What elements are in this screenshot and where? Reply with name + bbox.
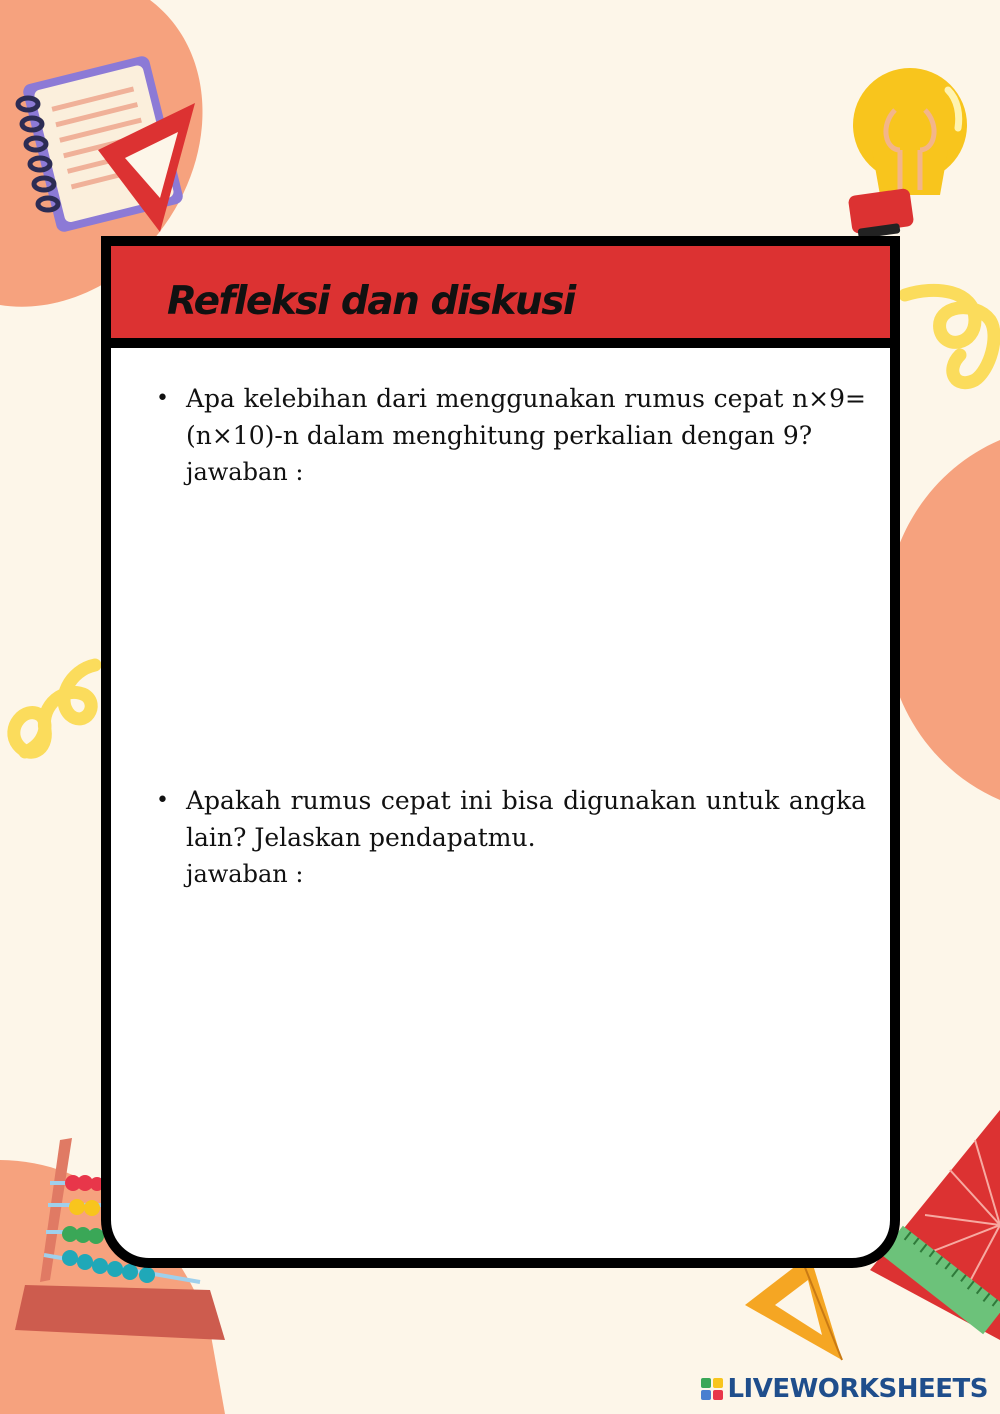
question-item (156, 782, 866, 1092)
question-text: Apa kelebihan dari menggunakan rumus cepat n×9=(n×10)-n dalam menghitung perkalian dengan 9? (186, 384, 866, 450)
brand-watermark[interactable] (701, 1374, 988, 1404)
bullet-icon: • (156, 386, 169, 411)
light-bulb-icon (848, 68, 967, 239)
answer-area[interactable] (186, 892, 866, 1092)
answer-label: jawaban : (186, 860, 304, 888)
answer-label: jawaban : (186, 458, 304, 486)
squiggle-icon (905, 290, 994, 382)
right-blob (885, 440, 1000, 800)
brand-name: LIVEWORKSHEETS (727, 1374, 988, 1404)
worksheet-card (101, 236, 900, 1268)
card-header (111, 246, 890, 348)
squiggle-icon (14, 665, 95, 752)
card-title: Refleksi dan diskusi (167, 279, 575, 324)
question-item (156, 380, 866, 690)
brand-logo-icon (701, 1378, 723, 1400)
triangle-ruler-icon (745, 1255, 842, 1360)
question-text: Apakah rumus cepat ini bisa digunakan untuk angka lain? Jelaskan pendapatmu. (186, 786, 866, 852)
answer-area[interactable] (186, 490, 866, 690)
bullet-icon: • (156, 788, 169, 813)
